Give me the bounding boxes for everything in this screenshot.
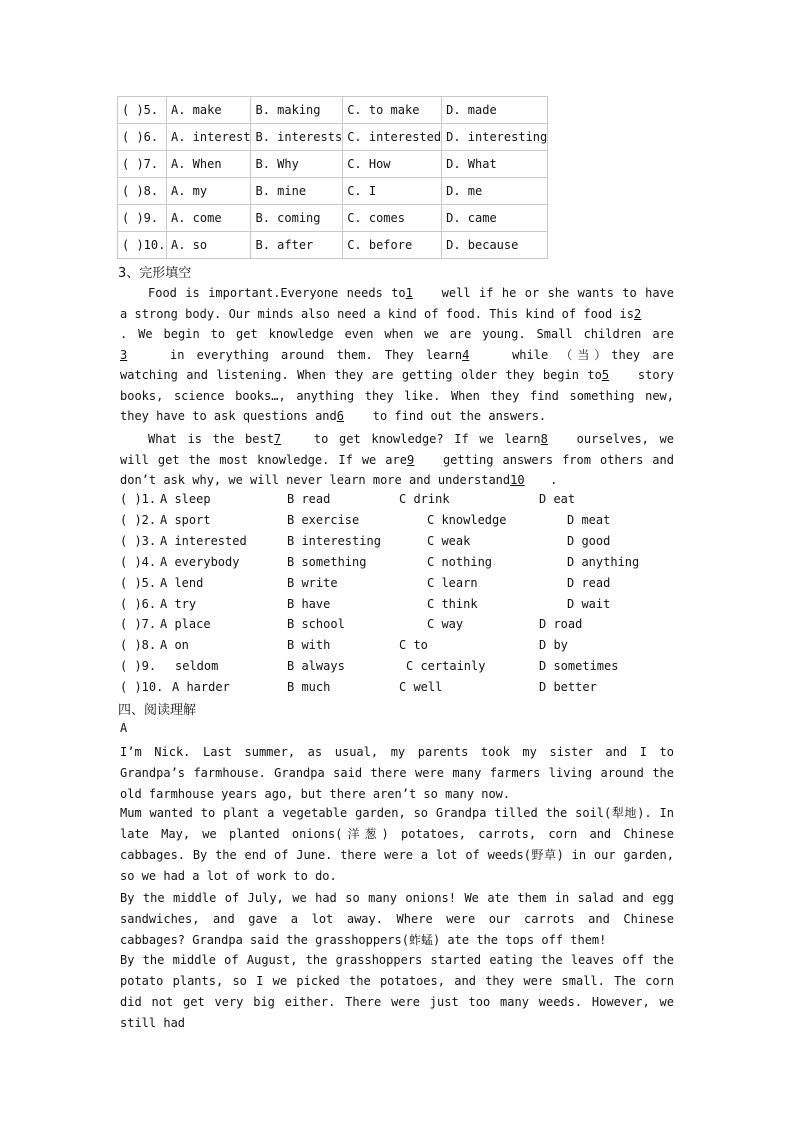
option-a: A try: [160, 596, 197, 611]
option-d-cell: D. me: [442, 178, 548, 205]
blank-3: 3: [120, 347, 128, 362]
option-c-cell: C. comes: [343, 205, 442, 232]
cloze-text: to get knowledge? If we learn: [313, 432, 541, 446]
choice-table-row: [118, 232, 548, 259]
cloze-paragraph-2: [120, 429, 674, 491]
option-d-cell: D. What: [442, 151, 548, 178]
option-a: A place: [160, 617, 211, 632]
cloze-option-row: [120, 597, 680, 617]
option-a-cell: A. come: [167, 205, 251, 232]
question-number-cell: ( )10.: [118, 232, 167, 259]
option-c: C think: [427, 596, 478, 611]
choice-table: [117, 96, 548, 259]
blank-5: 5: [601, 368, 610, 382]
option-c-cell: C. interested: [343, 124, 442, 151]
choice-table-row: [118, 124, 548, 151]
option-b: B something: [287, 554, 367, 569]
option-c: C knowledge: [427, 512, 507, 527]
cloze-option-row: [120, 617, 680, 637]
option-c-cell: C. to make: [343, 97, 442, 124]
option-b: B read: [287, 492, 331, 506]
option-question-number: ( )9.: [120, 659, 157, 674]
option-c: C learn: [427, 575, 478, 590]
option-b-cell: B. Why: [251, 151, 343, 178]
option-d: D sometimes: [539, 659, 619, 674]
option-c: C certainly: [406, 659, 486, 674]
option-a: A sleep: [160, 492, 211, 506]
option-c-cell: C. before: [343, 232, 442, 259]
option-a: A on: [160, 638, 189, 653]
blank-8: 8: [540, 432, 548, 446]
cloze-option-row: [120, 680, 680, 700]
option-c: C weak: [427, 533, 471, 548]
option-b: B school: [287, 617, 345, 632]
cloze-text: ourselves, we will get the most knowledge. If we are: [120, 432, 675, 467]
option-question-number: ( )2.: [120, 512, 157, 527]
option-question-number: ( )10.: [120, 680, 164, 695]
option-b: B interesting: [287, 533, 381, 548]
option-d: D eat: [539, 492, 576, 506]
blank-2: 2: [634, 306, 642, 321]
option-question-number: ( )7.: [120, 617, 157, 632]
cloze-text: to find out the answers.: [372, 409, 547, 423]
question-number-cell: ( )7.: [118, 151, 167, 178]
option-a-cell: A. make: [167, 97, 251, 124]
option-c: C to: [399, 638, 428, 653]
option-question-number: ( )5.: [120, 575, 157, 590]
cloze-text: What is the best: [148, 432, 274, 446]
option-b-cell: B. after: [251, 232, 343, 259]
option-d: D meat: [567, 512, 611, 527]
cloze-text: getting answers from others and don’t ask why, we will never learn more and understand: [120, 452, 674, 487]
option-a: A interested: [160, 533, 247, 548]
cloze-text: while （当）they are watching and listening. When they are getting older they begin to: [120, 347, 674, 382]
option-d: D good: [567, 533, 611, 548]
blank-10: 10: [510, 473, 525, 487]
choice-table-row: [118, 97, 548, 124]
option-a: seldom: [175, 659, 219, 674]
blank-1: 1: [405, 286, 413, 300]
cloze-text: Food is important.Everyone needs to: [148, 286, 406, 300]
option-b: B write: [287, 575, 338, 590]
option-c-cell: C. How: [343, 151, 442, 178]
reading-heading: 四、阅读理解: [118, 703, 197, 718]
choice-table-row: [118, 178, 548, 205]
option-question-number: ( )1.: [120, 492, 157, 506]
option-b: B with: [287, 638, 331, 653]
option-d: D road: [539, 617, 583, 632]
cloze-text: .: [550, 473, 558, 487]
cloze-text: in everything around them. They learn: [170, 347, 463, 362]
option-d-cell: D. came: [442, 205, 548, 232]
reading-paragraph-1: I’m Nick. Last summer, as usual, my parents took my sister and I to Grandpa’s farmhouse. Grandpa said there were many farmers living around the old farmhouse years ago, but there aren’t so many now.: [120, 745, 674, 801]
option-b: B much: [287, 680, 331, 695]
cloze-option-row: [120, 555, 680, 575]
reading-passage-label: A: [120, 721, 128, 735]
reading-paragraph-2: Mum wanted to plant a vegetable garden, so Grandpa tilled the soil(犁地). In late May, we planted onions(洋葱) potatoes, carrots, corn and Chinese cabbages. By the end of June. there were a lot of weeds(野草) in our garden, so we had a lot of work to do.: [120, 806, 674, 883]
option-a-cell: A. my: [167, 178, 251, 205]
blank-4: 4: [462, 347, 470, 362]
option-c-cell: C. I: [343, 178, 442, 205]
option-c: C way: [427, 617, 464, 632]
option-b-cell: B. mine: [251, 178, 343, 205]
option-question-number: ( )4.: [120, 554, 157, 569]
cloze-text: story books, science books…, anything they like. When they find something new, they have to ask questions and: [120, 368, 674, 423]
cloze-text: well if he or she wants to have a strong body. Our minds also need a kind of food. This kind of food is: [120, 286, 674, 321]
cloze-paragraph-1: [120, 283, 674, 427]
cloze-text: . We begin to get knowledge even when we are young. Small children are: [120, 327, 674, 341]
option-d-cell: D. interesting: [442, 124, 548, 151]
option-a-cell: A. When: [167, 151, 251, 178]
cloze-option-row: [120, 659, 680, 679]
option-d-cell: D. because: [442, 232, 548, 259]
cloze-option-row: [120, 513, 680, 533]
reading-paragraph-4: By the middle of August, the grasshoppers started eating the leaves off the potato plants, so I we picked the potatoes, and they were small. The corn did not get very big either. There were just too many weeds. However, we still had: [120, 953, 674, 1030]
option-c: C drink: [399, 492, 450, 506]
option-b: B always: [287, 659, 345, 674]
blank-6: 6: [336, 409, 344, 423]
option-b-cell: B. interests: [251, 124, 343, 151]
blank-7: 7: [273, 432, 282, 446]
option-c: C well: [399, 680, 443, 695]
question-number-cell: ( )5.: [118, 97, 167, 124]
option-a: A sport: [160, 512, 211, 527]
option-d: D by: [539, 638, 568, 653]
option-d: D better: [539, 680, 597, 695]
option-question-number: ( )8.: [120, 638, 157, 653]
choice-table-row: [118, 205, 548, 232]
option-a: A harder: [172, 680, 230, 695]
option-d-cell: D. made: [442, 97, 548, 124]
cloze-option-row: [120, 576, 680, 596]
option-a-cell: A. interest: [167, 124, 251, 151]
cloze-option-row: [120, 638, 680, 658]
option-c: C nothing: [427, 554, 493, 569]
question-number-cell: ( )9.: [118, 205, 167, 232]
cloze-option-row: [120, 534, 680, 554]
option-a: A lend: [160, 575, 204, 590]
cloze-heading: 3、完形填空: [118, 266, 192, 281]
option-a-cell: A. so: [167, 232, 251, 259]
blank-9: 9: [406, 452, 415, 467]
option-question-number: ( )6.: [120, 596, 157, 611]
option-d: D read: [567, 575, 611, 590]
question-number-cell: ( )8.: [118, 178, 167, 205]
option-b: B exercise: [287, 512, 360, 527]
option-d: D wait: [567, 596, 611, 611]
option-b-cell: B. making: [251, 97, 343, 124]
reading-paragraph-3: By the middle of July, we had so many onions! We ate them in salad and egg sandwiches, and gave a lot away. Where were our carrots and Chinese cabbages? Grandpa said the grasshoppers(蚱蜢) ate the tops off them!: [120, 891, 674, 947]
option-d: D anything: [567, 554, 640, 569]
cloze-option-row: [120, 492, 680, 512]
option-question-number: ( )3.: [120, 533, 157, 548]
choice-table-row: [118, 151, 548, 178]
option-b-cell: B. coming: [251, 205, 343, 232]
question-number-cell: ( )6.: [118, 124, 167, 151]
option-b: B have: [287, 596, 331, 611]
option-a: A everybody: [160, 554, 240, 569]
